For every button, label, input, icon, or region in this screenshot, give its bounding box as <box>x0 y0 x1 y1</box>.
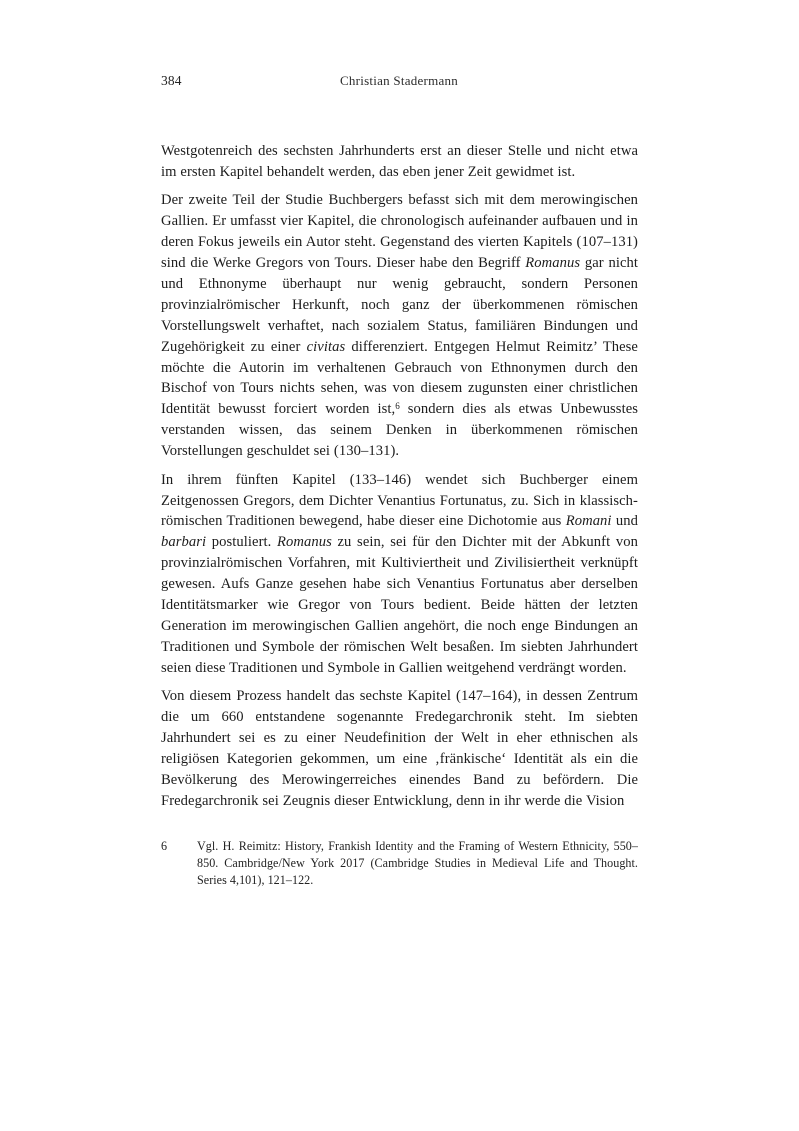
page-number: 384 <box>161 73 182 88</box>
body-paragraph <box>161 141 638 183</box>
running-head-title: Christian Stadermann <box>339 73 458 88</box>
footnote-reference[interactable]: 6 <box>395 401 400 412</box>
text-run: differenziert. Entgegen Helmut Reimitz’ These möchte die Autorin im verhaltenen Gebrauch von Ethnonymen durch den Bischof von Tours nichts sehen, was von diesem zugunsten einer christlichen Identität bewusst forciert worden ist, <box>161 338 638 418</box>
text-run: sondern dies als etwas Unbewusstes verstanden wissen, das seinem Denken in überkommenen römischen Vorstellungen geschuldet sei (130–131). <box>161 401 638 460</box>
footnote-area <box>161 838 638 890</box>
text-run: Von diesem Prozess handelt das sechste Kapitel (147–164), in dessen Zentrum die um 660 entstandene sogenannte Fredegarchronik steht. Im siebten Jahrhundert sei es zu einer Neudefinition der Welt in eher ethnischen als religiösen Kategorien gekommen, um eine ‚fränkische‘ Identität als ein die Bevölkerung des Merowingerreiches einendes Band zu befördern. Die Fredegarchronik sei Zeugnis dieser Entwicklung, denn in ihr werde die Vision <box>161 688 638 809</box>
italic-term: Romani <box>565 513 612 530</box>
body-text-block <box>161 141 638 812</box>
footnote-text: Vgl. H. Reimitz: History, Frankish Identity and the Framing of Western Ethnicity, 550–850. Cambridge/New York 2017 (Cambridge Studies in Medieval Life and Thought. Series 4,101), 121–122. <box>197 839 638 888</box>
body-paragraph <box>161 686 638 811</box>
text-run: gar nicht und Ethnonyme überhaupt nur wenig gebraucht, sondern Personen provinzialrömischer Herkunft, noch ganz der überkommenen römischen Vorstellungswelt verhaftet, nach sozialem Status, familiären Bindungen und Zugehörigkeit zu einer <box>161 255 638 355</box>
italic-term: barbari <box>161 534 207 551</box>
text-run: postuliert. <box>206 534 277 551</box>
running-head <box>161 72 637 90</box>
text-run: und <box>611 513 639 530</box>
italic-term: Romanus <box>525 255 581 272</box>
body-paragraph <box>161 470 638 679</box>
text-run: zu sein, sei für den Dichter mit der Abkunft von provinzialrömischen Vorfahren, mit Kultiviertheit und Zivilisiertheit verknüpft gewesen. Aufs Ganze gesehen habe sich Venantius Fortunatus aber derselben Identitätsmarker wie Gregor von Tours bedient. Beide hätten der letzten Generation im merowingischen Gallien angehört, die noch enge Bindungen an Traditionen und Symbole der römischen Welt besaßen. Im siebten Jahrhundert seien diese Traditionen und Symbole in Gallien weitgehend verdrängt worden. <box>161 534 638 676</box>
text-run: In ihrem fünften Kapitel (133–146) wendet sich Buchberger einem Zeitgenossen Gregors, dem Dichter Venantius Fortunatus, zu. Sich in klassisch-römischen Traditionen bewegend, habe dieser eine Dichotomie aus <box>161 471 638 530</box>
text-run: Der zweite Teil der Studie Buchbergers befasst sich mit dem merowingischen Gallien. Er umfasst vier Kapitel, die chronologisch aufeinander aufbauen und in deren Fokus jeweils ein Autor steht. Gegenstand des vierten Kapitels (107–131) sind die Werke Gregors von Tours. Dieser habe den Begriff <box>161 192 638 272</box>
footnote-number: 6 <box>161 839 168 853</box>
italic-term: civitas <box>306 338 346 355</box>
text-run: Westgotenreich des sechsten Jahrhunderts erst an dieser Stelle und nicht etwa im ersten Kapitel behandelt werden, das eben jener Zeit gewidmet ist. <box>161 143 638 180</box>
body-paragraph <box>161 190 638 462</box>
footnote <box>161 838 638 890</box>
italic-term: Romanus <box>277 534 332 551</box>
